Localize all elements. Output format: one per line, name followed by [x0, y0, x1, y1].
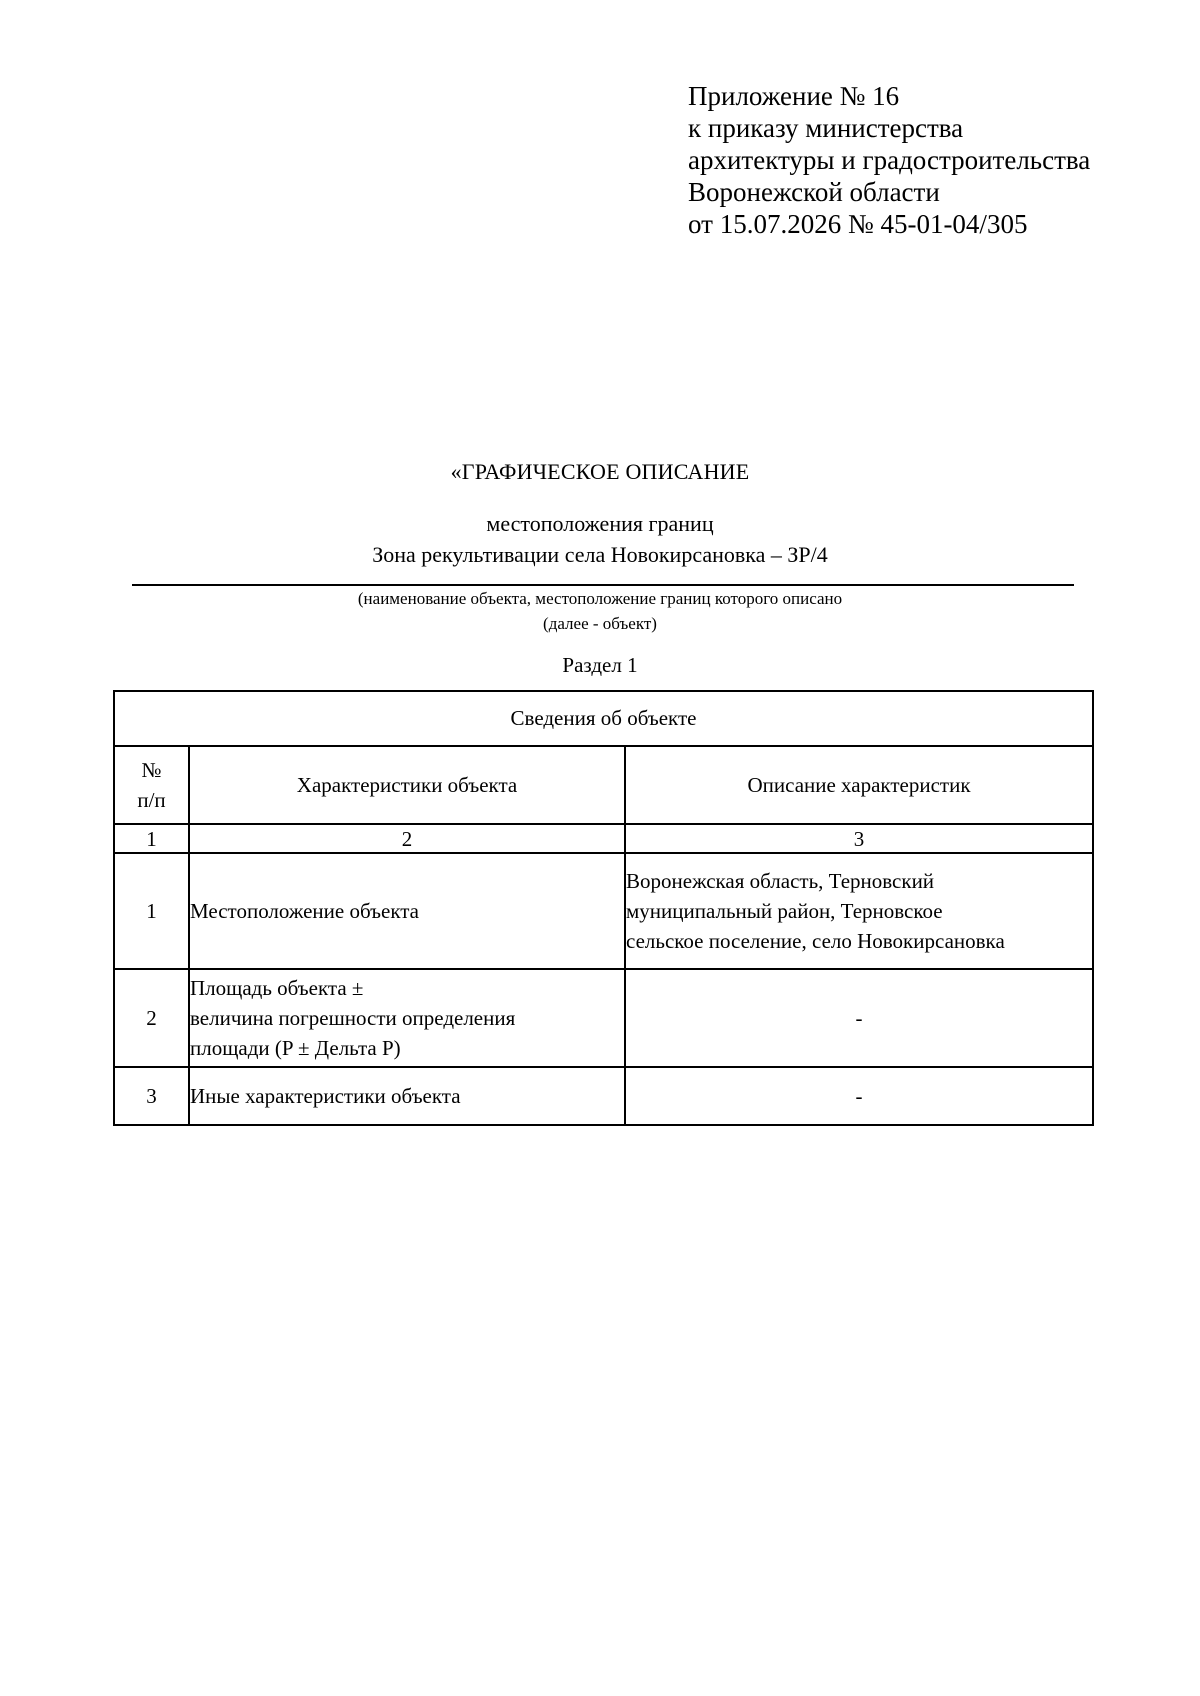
annex-block — [688, 80, 1090, 240]
table-row — [114, 969, 1093, 1067]
object-name-caption-continued: (далее - объект) — [543, 614, 657, 633]
description-line: - — [855, 1083, 863, 1108]
table-row — [114, 853, 1093, 969]
annex-line: Воронежской области — [688, 177, 940, 207]
characteristic-line: Площадь объекта ± — [190, 976, 364, 1000]
object-name: Зона рекультивации села Новокирсановка – ЗР/4 — [372, 542, 828, 567]
annex-line: Приложение № 16 — [688, 81, 900, 111]
row-description — [625, 1067, 1093, 1125]
table-caption-row — [114, 691, 1093, 746]
header-description: Описание характеристик — [625, 746, 1093, 824]
row-characteristic — [189, 1067, 625, 1125]
document-subtitle: местоположения границ — [486, 511, 714, 536]
description-line: - — [855, 1005, 863, 1030]
header-characteristic: Характеристики объекта — [189, 746, 625, 824]
header-num — [114, 746, 189, 824]
object-name-caption: (наименование объекта, местоположение границ которого описано — [357, 589, 843, 608]
table-row — [114, 1067, 1093, 1125]
characteristic-line: величина погрешности определения — [190, 1006, 516, 1030]
characteristic-line: площади (P ± Дельта P) — [190, 1036, 401, 1060]
column-number: 2 — [189, 824, 625, 853]
document-title: «ГРАФИЧЕСКОЕ ОПИСАНИЕ — [450, 459, 750, 484]
table-header-row — [114, 746, 1093, 824]
annex-line: архитектуры и градостроительства — [688, 145, 1091, 175]
characteristic-line: Иные характеристики объекта — [190, 1084, 461, 1108]
row-description — [625, 969, 1093, 1067]
header-num-abbrev: п/п — [137, 788, 166, 812]
object-info-table — [113, 690, 1094, 1126]
row-number: 2 — [114, 969, 189, 1067]
annex-line: от 15.07.2026 № 45-01-04/305 — [688, 209, 1028, 239]
section-heading: Раздел 1 — [562, 653, 638, 677]
description-line: муниципальный район, Терновское — [626, 899, 943, 923]
table-caption: Сведения об объекте — [114, 691, 1093, 746]
annex-line: к приказу министерства — [688, 113, 964, 143]
description-line: Воронежская область, Терновский — [626, 869, 935, 893]
column-number-row — [114, 824, 1093, 853]
row-characteristic — [189, 969, 625, 1067]
header-num-symbol: № — [141, 758, 162, 782]
description-line: сельское поселение, село Новокирсановка — [626, 929, 1005, 953]
column-number: 1 — [114, 824, 189, 853]
row-characteristic — [189, 853, 625, 969]
column-number: 3 — [625, 824, 1093, 853]
row-number: 3 — [114, 1067, 189, 1125]
underline-rule — [132, 584, 1074, 586]
row-number: 1 — [114, 853, 189, 969]
row-description — [625, 853, 1093, 969]
characteristic-line: Местоположение объекта — [190, 899, 420, 923]
